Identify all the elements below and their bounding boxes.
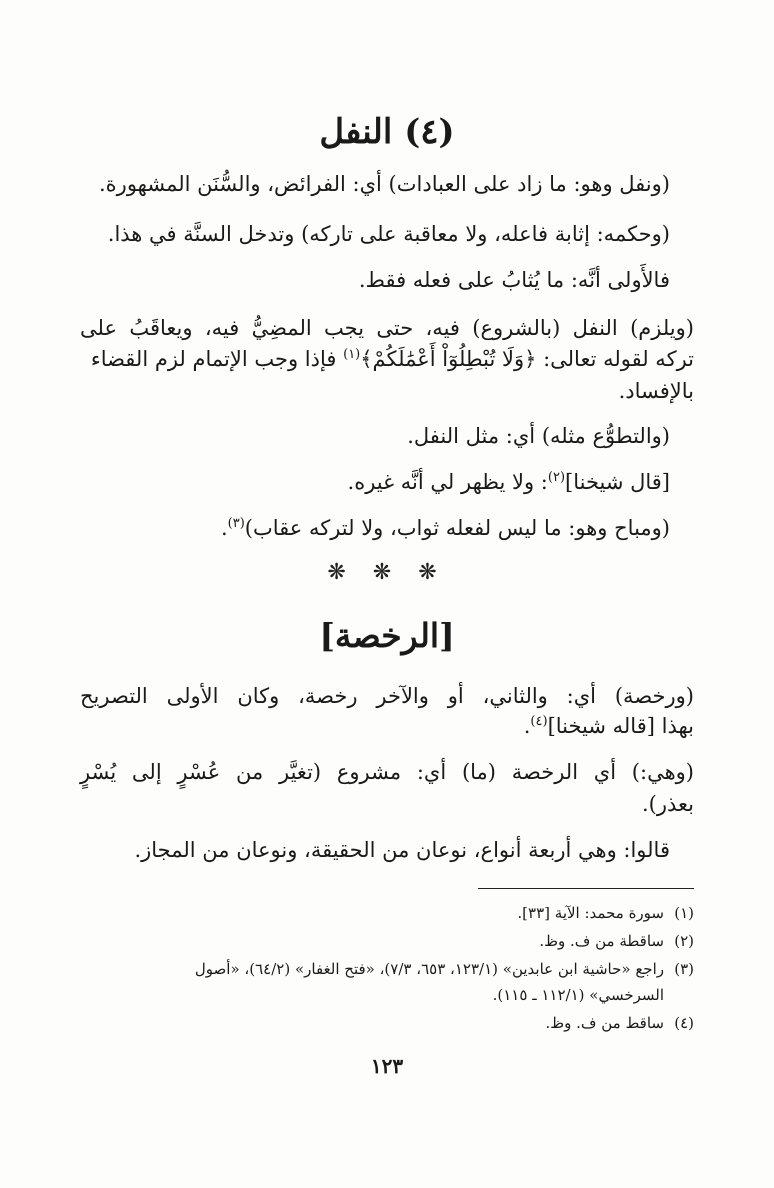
page-number: ١٢٣	[370, 1054, 404, 1078]
paragraph-shuru-line2	[80, 347, 694, 371]
paragraph-four-types: قالوا: وهي أربعة أنواع، نوعان من الحقيقة، ونوعان من المجاز.	[134, 838, 670, 862]
mubah-text: (ومباح وهو: ما ليس لفعله ثواب، ولا لتركه عقاب)	[244, 516, 670, 540]
footnote-number: (٢)	[674, 932, 694, 950]
paragraph-nafl-preferred: فالأَولى أنَّه: ما يُثابُ على فعله فقط.	[358, 268, 670, 292]
footnote-ref-4: (٤)	[530, 714, 548, 729]
paragraph-nafl-ruling: (وحكمه: إثابة فاعله، ولا معاقبة على تاركه) وتدخل السنَّة في هذا.	[107, 222, 670, 246]
section-heading-rukhsa: [الرخصة]	[319, 616, 455, 655]
paragraph-rukhsa-definition-line1: (وهي:) أي الرخصة (ما) أي: مشروع (تغيَّر من عُسْرٍ إلى يُسْرٍ	[80, 760, 694, 784]
shaykh-remark-text: : ولا يظهر لي أنَّه غيره.	[347, 470, 548, 494]
paragraph-rukhsa-line1: (ورخصة) أي: والثاني، أو والآخر رخصة، وكان الأولى التصريح	[80, 684, 694, 708]
footnote-number: (٤)	[674, 1014, 694, 1032]
rukhsa-end: .	[523, 714, 531, 738]
shaykh-remark-open: [قال شيخنا]	[565, 470, 670, 494]
footnote-text: راجع «حاشية ابن عابدين» (١٢٣/١، ٦٥٣، ٧/٣)، «فتح الغفار» (٦٤/٢)، «أصول	[194, 960, 664, 978]
footnote-text: ساقطة من ف. وظ.	[539, 932, 664, 950]
rukhsa-shaykh: بهذا [قاله شيخنا]	[547, 714, 694, 738]
paragraph-shuru-line3: بالإفساد.	[618, 379, 694, 403]
footnote-1	[80, 904, 694, 922]
footnote-rule	[478, 888, 694, 889]
footnote-3	[80, 960, 694, 978]
footnote-ref-3: (٣)	[227, 516, 245, 531]
quran-verse: تركه لقوله تعالى: ﴿وَلَا تُبْطِلُوٓاْ أَعْمَٰلَكُمْ﴾	[360, 347, 694, 371]
paragraph-rukhsa-line2	[80, 714, 694, 738]
footnote-text: سورة محمد: الآية [٣٣].	[517, 904, 664, 922]
footnote-number: (٣)	[674, 960, 694, 978]
footnote-3-continuation: السرخسي» (١١٢/١ ـ ١١٥).	[492, 986, 664, 1004]
footnote-4	[80, 1014, 694, 1032]
section-separator-stars: ❋ ❋ ❋	[327, 560, 447, 585]
footnote-text: ساقط من ف. وظ.	[545, 1014, 664, 1032]
footnote-2	[80, 932, 694, 950]
shuru-continuation: فإذا وجب الإتمام لزم القضاء	[90, 347, 344, 371]
mubah-end: .	[220, 516, 228, 540]
paragraph-mubah	[80, 516, 670, 540]
footnote-ref-2: (٢)	[547, 470, 566, 485]
paragraph-shuru-line1: (ويلزم) النفل (بالشروع) فيه، حتى يجب المضِيُّ فيه، ويعاقَبُ على	[80, 316, 694, 340]
paragraph-tatawwu: (والتطوُّع مثله) أي: مثل النفل.	[407, 424, 670, 448]
chapter-heading: (٤) النفل	[319, 112, 455, 152]
paragraph-shaykh-remark	[80, 470, 670, 494]
paragraph-nafl-definition: (ونفل وهو: ما زاد على العبادات) أي: الفرائض، والسُّنَن المشهورة.	[99, 172, 670, 196]
paragraph-rukhsa-definition-line2: بعذر).	[641, 792, 694, 816]
footnote-ref-1: (١)	[343, 347, 361, 362]
footnote-number: (١)	[674, 904, 694, 922]
